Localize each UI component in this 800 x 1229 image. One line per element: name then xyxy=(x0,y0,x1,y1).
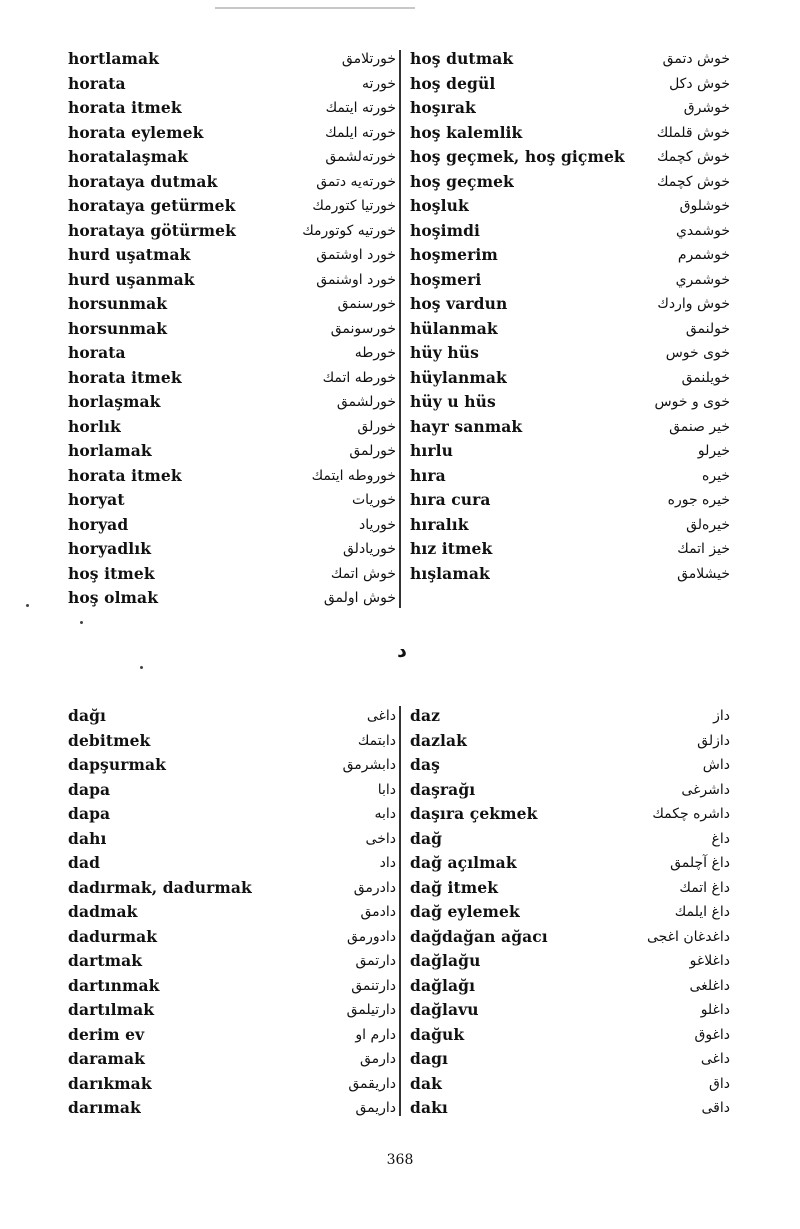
entry-latin-term: hoş dutmak xyxy=(410,49,514,68)
entry-arabic-script: داغ ايلمك xyxy=(674,904,730,920)
dictionary-entry xyxy=(68,121,396,146)
dictionary-entry xyxy=(68,513,396,538)
dictionary-entry xyxy=(68,488,396,513)
entry-arabic-script: داغوق xyxy=(694,1026,730,1043)
entry-latin-term: hoşırak xyxy=(410,98,476,117)
entry-latin-term: daramak xyxy=(68,1049,145,1068)
dictionary-entry xyxy=(410,974,730,999)
entry-latin-term: hüy hüs xyxy=(410,343,479,362)
column-divider xyxy=(399,50,401,608)
entry-latin-term: horyadlık xyxy=(68,539,152,558)
entry-arabic-script: خوشمرم xyxy=(677,247,730,263)
dictionary-entry xyxy=(68,802,396,827)
dictionary-entry xyxy=(410,704,730,729)
entry-arabic-script: دارتنمق xyxy=(351,977,396,994)
entry-latin-term: horata eylemek xyxy=(68,122,204,142)
entry-latin-term: derim ev xyxy=(68,1024,145,1044)
entry-arabic-script: خوش كچمك xyxy=(656,149,730,165)
dictionary-entry xyxy=(410,537,730,562)
dictionary-entry xyxy=(410,753,730,778)
entry-arabic-script: خوش كچمك xyxy=(656,173,730,190)
entry-arabic-script: داق xyxy=(709,1075,730,1092)
entry-arabic-script: خوريات xyxy=(352,492,396,508)
entry-arabic-script: داغدغان اغجى xyxy=(646,928,730,945)
dictionary-entry xyxy=(410,268,730,293)
dictionary-entry xyxy=(68,268,396,293)
entry-latin-term: hoş degül xyxy=(410,73,496,93)
entry-arabic-script: دابتمك xyxy=(357,732,396,749)
entry-arabic-script: داغ اتمك xyxy=(679,879,730,896)
entry-latin-term: hortlamak xyxy=(68,49,159,68)
entry-arabic-script: داغى xyxy=(700,1051,730,1067)
dictionary-entry xyxy=(410,96,730,121)
dictionary-entry xyxy=(410,464,730,489)
dictionary-entry xyxy=(68,243,396,268)
entry-arabic-script: دارمق xyxy=(359,1051,396,1067)
entry-latin-term: hıralık xyxy=(410,514,469,534)
dictionary-entry xyxy=(410,72,730,97)
entry-latin-term: hüylanmak xyxy=(410,367,507,387)
entry-latin-term: hoş vardun xyxy=(410,294,508,313)
dictionary-entry xyxy=(410,513,730,538)
dictionary-entry xyxy=(68,851,396,876)
dictionary-entry xyxy=(68,974,396,999)
dictionary-entry xyxy=(410,876,730,901)
entry-latin-term: hırlu xyxy=(410,441,453,460)
entry-arabic-script: داز xyxy=(713,708,730,724)
entry-arabic-script: خوروطه ايتمك xyxy=(311,467,396,484)
dictionary-entry xyxy=(410,925,730,950)
dictionary-entry xyxy=(68,704,396,729)
dictionary-entry xyxy=(68,753,396,778)
dictionary-entry xyxy=(68,145,396,170)
dictionary-entry xyxy=(410,949,730,974)
entry-latin-term: horataya dutmak xyxy=(68,171,218,191)
entry-latin-term: horata xyxy=(68,343,126,362)
dictionary-entry xyxy=(410,1072,730,1097)
entry-arabic-script: خوش اتمك xyxy=(330,565,396,582)
entry-arabic-script: داش xyxy=(702,757,730,773)
entry-latin-term: hüy u hüs xyxy=(410,392,496,411)
dictionary-entry xyxy=(410,827,730,852)
entry-arabic-script: داد xyxy=(379,855,396,871)
entry-arabic-script: دارتيلمق xyxy=(346,1002,396,1018)
dictionary-entry xyxy=(68,729,396,754)
entry-latin-term: dağ eylemek xyxy=(410,902,520,921)
left-column xyxy=(68,704,396,1121)
entry-latin-term: horlık xyxy=(68,416,121,436)
entry-latin-term: horata itmek xyxy=(68,465,182,485)
entry-arabic-script: خيرلو xyxy=(697,443,730,459)
dictionary-entry xyxy=(410,729,730,754)
entry-arabic-script: دارتمق xyxy=(355,953,396,969)
entry-latin-term: hülanmak xyxy=(410,318,498,338)
entry-latin-term: daşıra çekmek xyxy=(410,804,538,823)
entry-arabic-script: خورتيه كوتورمك xyxy=(302,222,396,239)
dictionary-entry xyxy=(68,341,396,366)
dictionary-entry xyxy=(68,96,396,121)
right-column xyxy=(410,704,730,1121)
entry-latin-term: darıkmak xyxy=(68,1073,152,1093)
dictionary-entry xyxy=(68,537,396,562)
dictionary-entry xyxy=(410,1096,730,1121)
entry-arabic-script: خيز اتمك xyxy=(677,541,730,557)
entry-arabic-script: خورتلامق xyxy=(341,51,396,67)
entry-arabic-script: خورته ايتمك xyxy=(325,100,396,116)
entry-arabic-script: خورتەلشمق xyxy=(325,149,396,165)
dictionary-entry xyxy=(68,586,396,611)
entry-arabic-script: داشره چكمك xyxy=(652,806,730,822)
dictionary-entry xyxy=(410,121,730,146)
dictionary-entry xyxy=(410,243,730,268)
entry-latin-term: hayr sanmak xyxy=(410,416,523,436)
entry-arabic-script: خورته xyxy=(361,75,396,92)
entry-arabic-script: دابشرمق xyxy=(342,757,396,773)
entry-latin-term: dahı xyxy=(68,828,107,848)
dictionary-entry xyxy=(68,194,396,219)
entry-arabic-script: داغ آچلمق xyxy=(670,855,730,871)
entry-latin-term: dadırmak, dadurmak xyxy=(68,877,252,897)
dictionary-entry xyxy=(410,47,730,72)
entry-latin-term: dadurmak xyxy=(68,926,158,946)
dictionary-entry xyxy=(410,1023,730,1048)
dictionary-entry xyxy=(410,390,730,415)
entry-latin-term: dağuk xyxy=(410,1024,465,1044)
entry-latin-term: hoş kalemlik xyxy=(410,122,523,142)
dictionary-entry xyxy=(68,390,396,415)
dictionary-entry xyxy=(68,1096,396,1121)
entry-arabic-script: خوش قلملك xyxy=(656,124,730,141)
entry-latin-term: dartmak xyxy=(68,951,143,970)
entry-arabic-script: خورياد xyxy=(358,516,396,533)
entry-latin-term: dapşurmak xyxy=(68,755,166,774)
entry-latin-term: dağlağı xyxy=(410,975,476,995)
entry-arabic-script: داشرغى xyxy=(681,781,730,798)
entry-latin-term: dağı xyxy=(68,706,107,725)
dictionary-entry xyxy=(410,170,730,195)
dictionary-entry xyxy=(410,778,730,803)
dictionary-entry xyxy=(410,562,730,587)
dictionary-entry xyxy=(410,219,730,244)
dictionary-entry xyxy=(68,562,396,587)
entry-arabic-script: خورلشمق xyxy=(336,394,396,410)
right-column xyxy=(410,47,730,586)
entry-latin-term: dağlavu xyxy=(410,1000,479,1019)
page-number: 368 xyxy=(386,1152,414,1168)
entry-arabic-script: دابا xyxy=(377,781,396,798)
entry-arabic-script: خورتەيە دتمق xyxy=(316,173,396,190)
entry-arabic-script: خوريادلق xyxy=(343,541,396,557)
entry-latin-term: dağdağan ağacı xyxy=(410,926,548,946)
scan-speck xyxy=(80,621,83,624)
dictionary-entry xyxy=(68,1023,396,1048)
dictionary-entry xyxy=(68,47,396,72)
entry-latin-term: horataya getürmek xyxy=(68,196,236,215)
scan-speck xyxy=(26,604,29,607)
dictionary-entry xyxy=(410,802,730,827)
entry-latin-term: dak xyxy=(410,1073,442,1093)
entry-arabic-script: خوش اولمق xyxy=(323,590,396,606)
entry-arabic-script: داغى xyxy=(366,708,396,724)
dictionary-entry xyxy=(68,72,396,97)
entry-latin-term: horsunmak xyxy=(68,318,168,338)
left-column xyxy=(68,47,396,611)
entry-arabic-script: خورسونمق xyxy=(330,320,396,337)
entry-arabic-script: داريقمق xyxy=(348,1075,396,1092)
dictionary-entry xyxy=(68,778,396,803)
entry-arabic-script: داغلاغو xyxy=(689,953,730,969)
entry-latin-term: horata itmek xyxy=(68,98,182,117)
dictionary-entry xyxy=(68,900,396,925)
entry-arabic-script: خويلنمق xyxy=(681,369,730,386)
entry-latin-term: dartılmak xyxy=(68,1000,155,1019)
dictionary-entry xyxy=(68,1047,396,1072)
entry-latin-term: dad xyxy=(68,853,101,872)
entry-latin-term: dapa xyxy=(68,804,111,823)
entry-arabic-script: خوى خوس xyxy=(665,345,730,361)
entry-arabic-script: دادرمق xyxy=(353,879,396,896)
entry-arabic-script: داغ xyxy=(711,830,730,847)
entry-latin-term: hız itmek xyxy=(410,539,493,558)
entry-arabic-script: دارم او xyxy=(355,1026,396,1043)
entry-arabic-script: خورد اوشتمق xyxy=(316,247,396,263)
entry-latin-term: daşrağı xyxy=(410,779,476,799)
entry-latin-term: dakı xyxy=(410,1098,448,1117)
entry-latin-term: hoş itmek xyxy=(68,563,155,583)
entry-latin-term: horyad xyxy=(68,514,129,534)
column-divider xyxy=(399,706,401,1116)
entry-latin-term: horlamak xyxy=(68,441,152,460)
entry-arabic-script: داريمق xyxy=(355,1100,396,1116)
entry-arabic-script: خورلق xyxy=(357,418,396,435)
dictionary-entry xyxy=(68,925,396,950)
dictionary-entry xyxy=(410,851,730,876)
entry-latin-term: horata xyxy=(68,73,126,93)
dictionary-entry xyxy=(410,194,730,219)
entry-latin-term: horyat xyxy=(68,490,125,509)
entry-latin-term: hoşmerim xyxy=(410,245,498,264)
scan-speck xyxy=(140,666,143,669)
entry-latin-term: darımak xyxy=(68,1098,141,1117)
entry-arabic-script: خورتيا كتورمك xyxy=(312,198,396,214)
dictionary-entry xyxy=(410,341,730,366)
dictionary-entry xyxy=(68,439,396,464)
entry-arabic-script: خوى و خوس xyxy=(654,394,730,410)
entry-arabic-script: داغلو xyxy=(700,1002,730,1018)
dictionary-entry xyxy=(68,827,396,852)
entry-latin-term: horlaşmak xyxy=(68,392,161,411)
entry-arabic-script: خيشلامق xyxy=(677,565,730,582)
dictionary-entry xyxy=(68,415,396,440)
entry-latin-term: hoş olmak xyxy=(68,588,159,607)
entry-arabic-script: خولنمق xyxy=(685,320,730,337)
entry-arabic-script: داخى xyxy=(365,830,396,847)
dictionary-entry xyxy=(410,1047,730,1072)
entry-latin-term: dazlak xyxy=(410,730,467,750)
dictionary-entry xyxy=(68,366,396,391)
entry-latin-term: hıra cura xyxy=(410,490,491,509)
entry-arabic-script: خيره جوره xyxy=(667,492,730,508)
entry-latin-term: hıra xyxy=(410,465,446,485)
scan-top-edge-line xyxy=(215,7,415,9)
entry-arabic-script: دادمق xyxy=(360,904,396,920)
entry-latin-term: horataya götürmek xyxy=(68,220,236,240)
entry-arabic-script: خيره xyxy=(702,467,730,484)
entry-latin-term: dadmak xyxy=(68,902,138,921)
dictionary-entry xyxy=(410,439,730,464)
entry-arabic-script: داغلغى xyxy=(689,977,730,994)
entry-latin-term: debitmek xyxy=(68,730,151,750)
dictionary-entry xyxy=(68,949,396,974)
entry-arabic-script: خوش واردك xyxy=(657,296,730,312)
dictionary-entry xyxy=(410,292,730,317)
entry-arabic-script: دادورمق xyxy=(346,928,396,945)
entry-latin-term: daş xyxy=(410,755,440,774)
entry-arabic-script: خوشمري xyxy=(675,271,730,288)
entry-latin-term: horata itmek xyxy=(68,367,182,387)
entry-arabic-script: خوش دكل xyxy=(669,75,730,92)
entry-arabic-script: خورته ايلمك xyxy=(325,124,396,141)
entry-latin-term: dağ itmek xyxy=(410,877,499,897)
entry-latin-term: dağlağu xyxy=(410,951,481,970)
dictionary-entry xyxy=(410,366,730,391)
dictionary-entry xyxy=(410,317,730,342)
dictionary-entry xyxy=(68,876,396,901)
dictionary-entry xyxy=(410,415,730,440)
dictionary-entry xyxy=(410,488,730,513)
entry-arabic-script: دابه xyxy=(374,806,396,822)
entry-arabic-script: خوشرق xyxy=(683,100,730,116)
dictionary-entry xyxy=(68,317,396,342)
entry-arabic-script: خوش دتمق xyxy=(662,51,730,67)
entry-arabic-script: خير صنمق xyxy=(669,418,730,435)
entry-arabic-script: خوشمدي xyxy=(675,222,730,239)
entry-latin-term: dapa xyxy=(68,779,111,799)
entry-latin-term: hışlamak xyxy=(410,563,490,583)
entry-latin-term: hoş geçmek xyxy=(410,171,514,191)
entry-latin-term: hoşimdi xyxy=(410,220,481,240)
entry-arabic-script: خورطه اتمك xyxy=(322,369,396,386)
entry-latin-term: hurd uşanmak xyxy=(68,269,195,289)
entry-arabic-script: خورسنمق xyxy=(337,296,396,312)
entry-arabic-script: داقى xyxy=(701,1100,730,1116)
entry-latin-term: hoşmeri xyxy=(410,269,482,289)
dictionary-entry xyxy=(68,170,396,195)
dictionary-entry xyxy=(410,998,730,1023)
entry-latin-term: dagı xyxy=(410,1049,449,1068)
dictionary-entry xyxy=(410,145,730,170)
dictionary-entry xyxy=(68,464,396,489)
entry-arabic-script: خورلمق xyxy=(349,443,396,459)
entry-arabic-script: خوشلوق xyxy=(679,198,730,214)
entry-arabic-script: خورد اوشنمق xyxy=(316,271,396,288)
entry-arabic-script: دازلق xyxy=(697,732,730,749)
dictionary-entry xyxy=(68,292,396,317)
entry-latin-term: hurd uşatmak xyxy=(68,245,191,264)
dictionary-entry xyxy=(410,900,730,925)
entry-latin-term: daz xyxy=(410,706,440,725)
entry-latin-term: horatalaşmak xyxy=(68,147,189,166)
entry-latin-term: dağ açılmak xyxy=(410,853,517,872)
dictionary-entry xyxy=(68,998,396,1023)
dictionary-entry xyxy=(68,1072,396,1097)
entry-latin-term: horsunmak xyxy=(68,294,168,313)
entry-latin-term: hoş geçmek, hoş giçmek xyxy=(410,147,625,166)
dictionary-entry xyxy=(68,219,396,244)
section-letter-heading: د xyxy=(397,640,407,662)
entry-arabic-script: خيرەلق xyxy=(686,516,730,533)
entry-latin-term: dartınmak xyxy=(68,975,160,995)
entry-latin-term: hoşluk xyxy=(410,196,469,215)
entry-latin-term: dağ xyxy=(410,828,443,848)
entry-arabic-script: خورطه xyxy=(354,345,396,361)
